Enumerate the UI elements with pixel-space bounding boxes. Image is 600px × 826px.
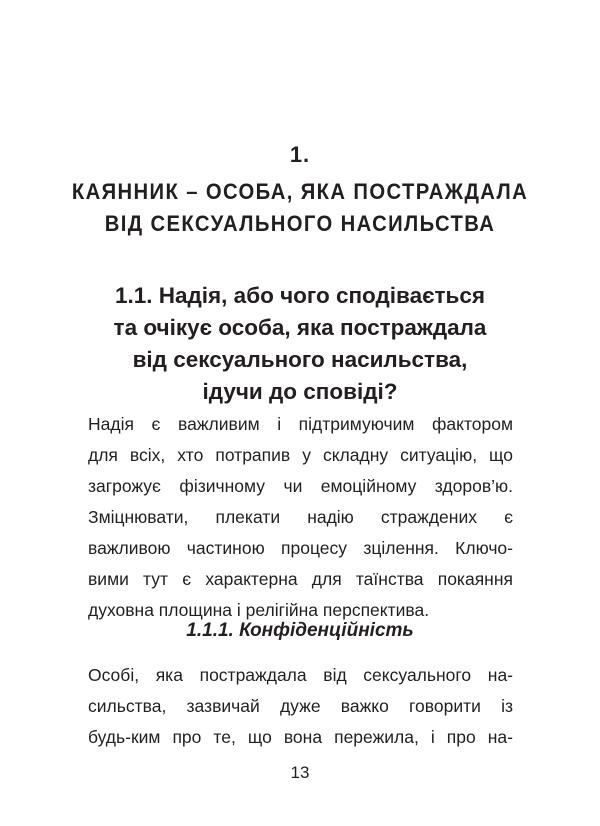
- paragraph-line: для всіх, хто потрапив у складну ситуацію, що: [88, 445, 513, 465]
- paragraph-line: будь-ким про те, що вона пережила, і про на-: [88, 727, 513, 747]
- paragraph-confidentiality: [88, 660, 513, 753]
- chapter-number: 1.: [289, 142, 311, 167]
- paragraph-line: Надія є важливим і підтримуючим фактором: [88, 414, 513, 434]
- page-number: 13: [290, 763, 310, 782]
- section-title-line: ідучи до сповіді?: [202, 379, 398, 404]
- paragraph-line: важливою частиною процесу зцілення. Ключо-: [88, 538, 513, 558]
- section-title: [60, 280, 540, 408]
- paragraph-line: духовна площина і релігійна перспектива.: [88, 600, 430, 620]
- paragraph-line: загрожує фізичному чи емоційному здоров’ю.: [88, 476, 513, 496]
- paragraph-line: Особі, яка постраждала від сексуального на-: [88, 665, 513, 685]
- paragraph-line: Зміцнювати, плекати надію страждених є: [88, 507, 513, 527]
- section-title-line: від сексуального насильства,: [132, 347, 468, 372]
- section-title-line: та очікує особа, яка постраждала: [113, 315, 487, 340]
- chapter-title-line: ВІД СЕКСУАЛЬНОГО НАСИЛЬСТВА: [104, 211, 496, 236]
- chapter-title: [61, 176, 539, 240]
- paragraph-line: вими тут є характерна для таїнства покаяння: [88, 569, 513, 589]
- paragraph-line: сильства, зазвичай дуже важко говорити із: [88, 696, 513, 716]
- subsection-title: 1.1.1. Конфіденційність: [186, 620, 414, 641]
- paragraph-hope: [88, 409, 513, 626]
- section-title-line: 1.1. Надія, або чого сподівається: [114, 283, 486, 308]
- chapter-title-line: КАЯННИК – ОСОБА, ЯКА ПОСТРАЖДАЛА: [71, 179, 529, 204]
